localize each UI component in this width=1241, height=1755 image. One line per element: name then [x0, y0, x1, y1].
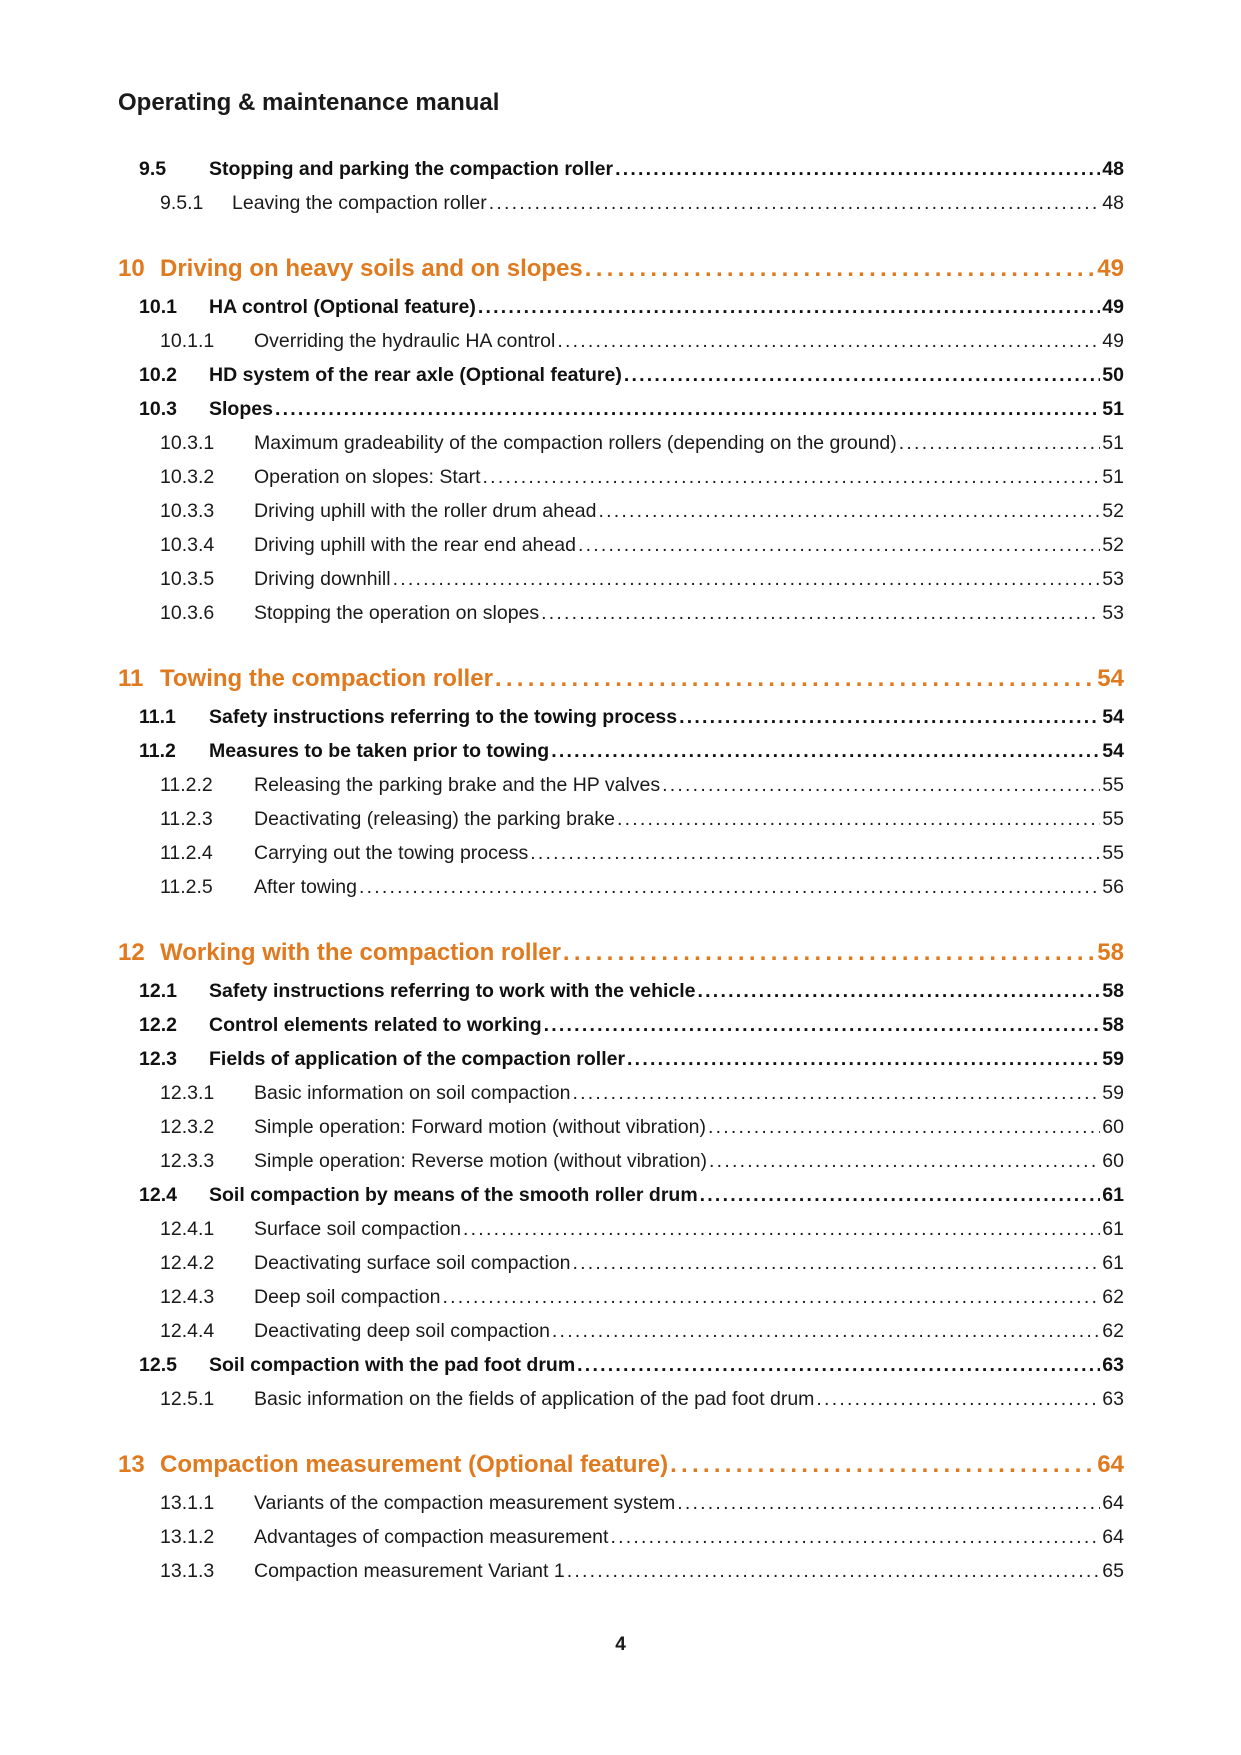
- toc-section-entry[interactable]: [139, 1354, 1124, 1377]
- toc-subsection-entry[interactable]: [160, 1492, 1124, 1515]
- toc-entry-page: 51: [1102, 398, 1124, 420]
- toc-dot-leader: [599, 500, 1101, 523]
- toc-dot-leader: [816, 1388, 1100, 1411]
- toc-chapter-entry[interactable]: [118, 939, 1124, 967]
- toc-subsection-entry[interactable]: [160, 1116, 1124, 1139]
- toc-entry-number: 12.2: [139, 1014, 177, 1036]
- toc-dot-leader: [708, 1116, 1100, 1139]
- toc-entry-number: 10.3.1: [160, 432, 215, 454]
- toc-entry-page: 65: [1102, 1560, 1124, 1582]
- toc-section-entry[interactable]: [139, 296, 1124, 319]
- toc-entry-number: 10.1.1: [160, 330, 215, 352]
- toc-section-entry[interactable]: [139, 706, 1124, 729]
- toc-subsection-entry[interactable]: [160, 466, 1124, 489]
- toc-subsection-entry[interactable]: [160, 534, 1124, 557]
- toc-subsection-entry[interactable]: [160, 1252, 1124, 1275]
- toc-dot-leader: [899, 432, 1101, 455]
- toc-entry-page: 63: [1102, 1354, 1124, 1376]
- toc-entry-page: 56: [1102, 876, 1124, 898]
- toc-subsection-entry[interactable]: [160, 1388, 1124, 1411]
- toc-entry-number: 11.2.5: [160, 876, 213, 898]
- toc-subsection-entry[interactable]: [160, 1560, 1124, 1583]
- toc-entry-number: 12.4.1: [160, 1218, 215, 1240]
- toc-entry-title: Operation on slopes: Start: [254, 466, 481, 488]
- toc-entry-number: 9.5: [139, 158, 167, 180]
- toc-entry-title: Stopping the operation on slopes: [254, 602, 540, 624]
- toc-entry-number: 13: [118, 1451, 145, 1478]
- toc-entry-page: 64: [1097, 1451, 1124, 1478]
- toc-entry-title: Soil compaction by means of the smooth roller drum: [209, 1184, 698, 1206]
- toc-entry-number: 10.3: [139, 398, 177, 420]
- toc-entry-number: 12.3.1: [160, 1082, 215, 1104]
- toc-subsection-entry[interactable]: [160, 1082, 1124, 1105]
- toc-dot-leader: [551, 740, 1100, 763]
- toc-dot-leader: [567, 1560, 1101, 1583]
- toc-subsection-entry[interactable]: [160, 568, 1124, 591]
- toc-entry-page: 49: [1102, 330, 1124, 352]
- toc-chapter-entry[interactable]: [118, 1451, 1124, 1479]
- toc-entry-number: 10.2: [139, 364, 177, 386]
- toc-chapter-entry[interactable]: [118, 665, 1124, 693]
- toc-entry-title: Safety instructions referring to the towing process: [209, 706, 678, 728]
- toc-entry-page: 54: [1097, 665, 1124, 692]
- toc-section-entry[interactable]: [139, 1184, 1124, 1207]
- toc-entry-title: HD system of the rear axle (Optional feature): [209, 364, 622, 386]
- page-number: 4: [615, 1634, 626, 1655]
- toc-entry-page: 51: [1102, 432, 1124, 454]
- toc-entry-page: 60: [1102, 1150, 1124, 1172]
- toc-entry-number: 12.4.3: [160, 1286, 215, 1308]
- toc-chapter-entry[interactable]: [118, 255, 1124, 283]
- toc-entry-page: 54: [1102, 706, 1124, 728]
- toc-entry-number: 10.3.4: [160, 534, 215, 556]
- toc-entry-page: 60: [1102, 1116, 1124, 1138]
- toc-subsection-entry[interactable]: [160, 1526, 1124, 1549]
- toc-entry-page: 58: [1102, 980, 1124, 1002]
- toc-entry-number: 10.3.3: [160, 500, 215, 522]
- toc-entry-title: Overriding the hydraulic HA control: [254, 330, 556, 352]
- toc-entry-title: HA control (Optional feature): [209, 296, 476, 318]
- toc-subsection-entry[interactable]: [160, 1218, 1124, 1241]
- toc-section-entry[interactable]: [139, 980, 1124, 1003]
- toc-entry-page: 59: [1102, 1082, 1124, 1104]
- toc-entry-title: Surface soil compaction: [254, 1218, 462, 1240]
- toc-dot-leader: [557, 330, 1100, 353]
- document-title: Operating & maintenance manual: [118, 89, 500, 116]
- toc-entry-title: Soil compaction with the pad foot drum: [209, 1354, 576, 1376]
- toc-entry-page: 53: [1102, 568, 1124, 590]
- toc-entry-number: 12.1: [139, 980, 177, 1002]
- toc-entry-number: 12.3.3: [160, 1150, 215, 1172]
- toc-entry-number: 10: [118, 255, 145, 282]
- toc-entry-title: Compaction measurement Variant 1: [254, 1560, 565, 1582]
- toc-dot-leader: [585, 255, 1096, 283]
- toc-entry-number: 11.2.4: [160, 842, 213, 864]
- toc-dot-leader: [393, 568, 1101, 591]
- toc-dot-leader: [483, 466, 1101, 489]
- toc-entry-title: Driving uphill with the rear end ahead: [254, 534, 576, 556]
- toc-entry-title: Slopes: [209, 398, 273, 420]
- toc-entry-title: Maximum gradeability of the compaction rollers (depending on the ground): [254, 432, 897, 454]
- toc-entry-number: 12.5: [139, 1354, 177, 1376]
- toc-entry-page: 55: [1102, 808, 1124, 830]
- toc-entry-number: 11.2.2: [160, 774, 213, 796]
- toc-entry-page: 49: [1102, 296, 1124, 318]
- toc-entry-title: Variants of the compaction measurement system: [254, 1492, 676, 1514]
- toc-dot-leader: [627, 1048, 1100, 1071]
- toc-entry-title: Deactivating deep soil compaction: [254, 1320, 550, 1342]
- toc-entry-title: Driving on heavy soils and on slopes: [160, 255, 583, 282]
- toc-entry-title: Deactivating surface soil compaction: [254, 1252, 571, 1274]
- toc-dot-leader: [617, 808, 1100, 831]
- toc-entry-page: 61: [1102, 1184, 1124, 1206]
- toc-entry-number: 11.2.3: [160, 808, 213, 830]
- toc-subsection-entry[interactable]: [160, 1320, 1124, 1343]
- toc-entry-title: Towing the compaction roller: [160, 665, 493, 692]
- toc-entry-page: 59: [1102, 1048, 1124, 1070]
- toc-entry-number: 9.5.1: [160, 192, 204, 214]
- toc-subsection-entry[interactable]: [160, 1150, 1124, 1173]
- toc-entry-title: Fields of application of the compaction roller: [209, 1048, 626, 1070]
- toc-entry-title: Deactivating (releasing) the parking brake: [254, 808, 615, 830]
- toc-entry-title: Measures to be taken prior to towing: [209, 740, 550, 762]
- toc-entry-title: Basic information on soil compaction: [254, 1082, 571, 1104]
- toc-entry-title: Advantages of compaction measurement: [254, 1526, 609, 1548]
- toc-entry-number: 13.1.2: [160, 1526, 215, 1548]
- toc-dot-leader: [489, 192, 1101, 215]
- toc-entry-page: 61: [1102, 1252, 1124, 1274]
- toc-entry-page: 55: [1102, 774, 1124, 796]
- toc-entry-title: Compaction measurement (Optional feature): [160, 1451, 669, 1478]
- toc-dot-leader: [662, 774, 1100, 797]
- toc-dot-leader: [442, 1286, 1100, 1309]
- toc-subsection-entry[interactable]: [160, 842, 1124, 865]
- toc-dot-leader: [359, 876, 1100, 899]
- toc-entry-number: 13.1.1: [160, 1492, 215, 1514]
- toc-section-entry[interactable]: [139, 740, 1124, 763]
- toc-subsection-entry[interactable]: [160, 876, 1124, 899]
- toc-section-entry[interactable]: [139, 398, 1124, 421]
- toc-entry-number: 12.3: [139, 1048, 177, 1070]
- toc-entry-page: 53: [1102, 602, 1124, 624]
- toc-entry-page: 64: [1102, 1492, 1124, 1514]
- toc-dot-leader: [573, 1252, 1101, 1275]
- toc-subsection-entry[interactable]: [160, 432, 1124, 455]
- toc-entry-page: 58: [1097, 939, 1124, 966]
- toc-subsection-entry[interactable]: [160, 602, 1124, 625]
- toc-dot-leader: [610, 1526, 1100, 1549]
- toc-entry-number: 11.1: [139, 706, 176, 728]
- toc-entry-number: 12.4.2: [160, 1252, 215, 1274]
- toc-dot-leader: [577, 1354, 1100, 1377]
- toc-dot-leader: [679, 706, 1100, 729]
- toc-entry-page: 48: [1102, 158, 1124, 180]
- toc-entry-number: 11.2: [139, 740, 176, 762]
- toc-entry-page: 50: [1102, 364, 1124, 386]
- toc-entry-title: Simple operation: Reverse motion (without vibration): [254, 1150, 708, 1172]
- toc-section-entry[interactable]: [139, 364, 1124, 387]
- toc-entry-page: 51: [1102, 466, 1124, 488]
- toc-entry-page: 49: [1097, 255, 1124, 282]
- toc-entry-number: 10.1: [139, 296, 177, 318]
- toc-dot-leader: [670, 1451, 1095, 1479]
- toc-entry-page: 64: [1102, 1526, 1124, 1548]
- toc-dot-leader: [544, 1014, 1101, 1037]
- toc-dot-leader: [615, 158, 1100, 181]
- toc-entry-number: 10.3.6: [160, 602, 215, 624]
- toc-entry-number: 10.3.2: [160, 466, 215, 488]
- toc-dot-leader: [478, 296, 1100, 319]
- toc-dot-leader: [698, 980, 1101, 1003]
- toc-entry-title: Basic information on the fields of application of the pad foot drum: [254, 1388, 815, 1410]
- toc-subsection-entry[interactable]: [160, 1286, 1124, 1309]
- toc-dot-leader: [709, 1150, 1100, 1173]
- toc-entry-number: 13.1.3: [160, 1560, 215, 1582]
- toc-entry-title: Leaving the compaction roller: [232, 192, 487, 214]
- toc-entry-number: 12.4: [139, 1184, 177, 1206]
- toc-dot-leader: [624, 364, 1100, 387]
- toc-dot-leader: [677, 1492, 1100, 1515]
- toc-entry-page: 58: [1102, 1014, 1124, 1036]
- toc-entry-number: 12.5.1: [160, 1388, 215, 1410]
- toc-dot-leader: [495, 665, 1095, 693]
- toc-dot-leader: [563, 939, 1095, 967]
- toc-entry-page: 52: [1102, 534, 1124, 556]
- toc-entry-title: Deep soil compaction: [254, 1286, 441, 1308]
- toc-entry-number: 12.4.4: [160, 1320, 215, 1342]
- toc-dot-leader: [578, 534, 1100, 557]
- toc-entry-page: 62: [1102, 1286, 1124, 1308]
- toc-entry-page: 62: [1102, 1320, 1124, 1342]
- toc-entry-title: Driving uphill with the roller drum ahead: [254, 500, 597, 522]
- toc-section-entry[interactable]: [139, 1014, 1124, 1037]
- toc-entry-page: 55: [1102, 842, 1124, 864]
- toc-entry-title: Control elements related to working: [209, 1014, 542, 1036]
- toc-entry-title: Simple operation: Forward motion (without vibration): [254, 1116, 706, 1138]
- toc-entry-page: 52: [1102, 500, 1124, 522]
- toc-dot-leader: [541, 602, 1100, 625]
- toc-entry-title: After towing: [254, 876, 357, 898]
- toc-subsection-entry[interactable]: [160, 192, 1124, 215]
- toc-section-entry[interactable]: [139, 1048, 1124, 1071]
- toc-entry-title: Releasing the parking brake and the HP valves: [254, 774, 661, 796]
- toc-entry-title: Driving downhill: [254, 568, 391, 590]
- toc-entry-number: 10.3.5: [160, 568, 215, 590]
- toc-dot-leader: [573, 1082, 1101, 1105]
- toc-dot-leader: [463, 1218, 1100, 1241]
- toc-entry-page: 48: [1102, 192, 1124, 214]
- toc-entry-page: 63: [1102, 1388, 1124, 1410]
- toc-dot-leader: [275, 398, 1100, 421]
- toc-entry-page: 61: [1102, 1218, 1124, 1240]
- toc-entry-title: Carrying out the towing process: [254, 842, 529, 864]
- toc-subsection-entry[interactable]: [160, 500, 1124, 523]
- toc-section-entry[interactable]: [139, 158, 1124, 181]
- toc-dot-leader: [552, 1320, 1100, 1343]
- toc-subsection-entry[interactable]: [160, 774, 1124, 797]
- toc-entry-title: Working with the compaction roller: [160, 939, 561, 966]
- toc-entry-number: 12.3.2: [160, 1116, 215, 1138]
- toc-entry-title: Stopping and parking the compaction roller: [209, 158, 614, 180]
- toc-entry-number: 11: [118, 665, 144, 692]
- toc-entry-number: 12: [118, 939, 145, 966]
- toc-entry-page: 54: [1102, 740, 1124, 762]
- toc-subsection-entry[interactable]: [160, 330, 1124, 353]
- toc-dot-leader: [700, 1184, 1101, 1207]
- toc-entry-title: Safety instructions referring to work with the vehicle: [209, 980, 696, 1002]
- toc-dot-leader: [530, 842, 1100, 865]
- toc-subsection-entry[interactable]: [160, 808, 1124, 831]
